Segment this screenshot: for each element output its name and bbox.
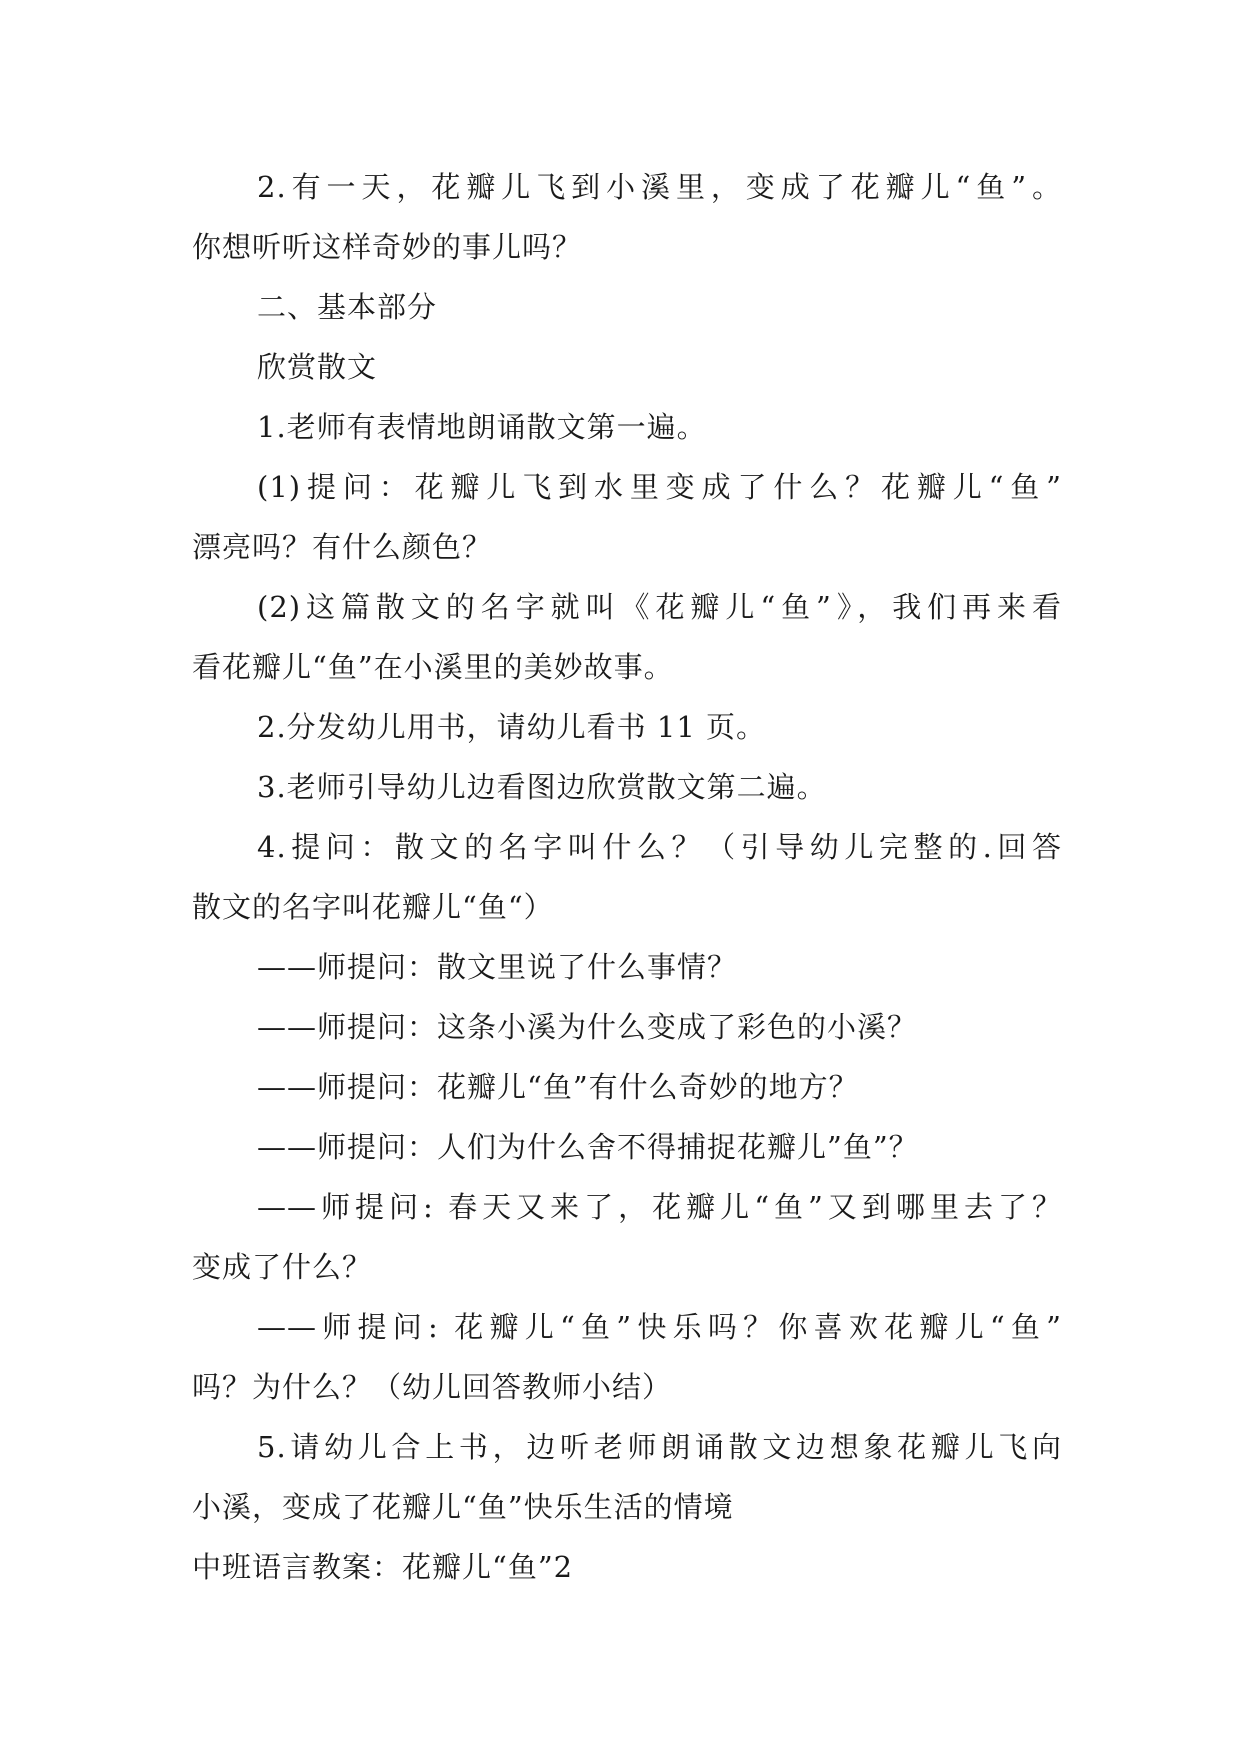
question-line: ——师提问：人们为什么舍不得捕捉花瓣儿”鱼”？ — [257, 1130, 919, 1164]
question-line: ——师提问：这条小溪为什么变成了彩色的小溪？ — [257, 1010, 918, 1044]
subsection-heading: 欣赏散文 — [257, 350, 378, 384]
paragraph-line: 3.老师引导幼儿边看图边欣赏散文第二遍。 — [257, 770, 827, 804]
question-line: ——师提问: 春天又来了，花瓣儿“鱼”又到哪里去了？ — [257, 1190, 1062, 1224]
paragraph-line: 漂亮吗？有什么颜色？ — [192, 530, 493, 564]
paragraph-line: 2.有一天，花瓣儿飞到小溪里，变成了花瓣儿“鱼”。 — [257, 170, 1062, 204]
paragraph-line: 1.老师有表情地朗诵散文第一遍。 — [257, 410, 707, 444]
paragraph-line: (1)提问：花瓣儿飞到水里变成了什么？花瓣儿“鱼” — [257, 470, 1062, 504]
paragraph-line: 你想听听这样奇妙的事儿吗？ — [192, 230, 583, 264]
question-line: ——师提问：花瓣儿“鱼”有什么奇妙的地方？ — [257, 1070, 859, 1104]
paragraph-line: 散文的名字叫花瓣儿“鱼“） — [192, 890, 554, 924]
paragraph-line: (2)这篇散文的名字就叫《花瓣儿“鱼”》，我们再来看 — [257, 590, 1062, 624]
paragraph-line: 4.提问：散文的名字叫什么？（引导幼儿完整的.回答 — [257, 830, 1062, 864]
question-line: ——师提问：散文里说了什么事情？ — [257, 950, 738, 984]
document-title: 中班语言教案：花瓣儿“鱼”2 — [192, 1550, 574, 1584]
question-line: ——师提问: 花瓣儿“鱼”快乐吗？你喜欢花瓣儿“鱼” — [257, 1310, 1062, 1344]
question-line: 吗？为什么？（幼儿回答教师小结） — [192, 1370, 673, 1404]
section-heading: 二、基本部分 — [257, 290, 438, 324]
paragraph-line: 看花瓣儿“鱼”在小溪里的美妙故事。 — [192, 650, 674, 684]
question-line: 变成了什么？ — [192, 1250, 373, 1284]
paragraph-line: 小溪，变成了花瓣儿“鱼”快乐生活的情境 — [192, 1490, 734, 1524]
paragraph-line: 5.请幼儿合上书，边听老师朗诵散文边想象花瓣儿飞向 — [257, 1430, 1062, 1464]
paragraph-line: 2.分发幼儿用书，请幼儿看书 11 页。 — [257, 710, 767, 744]
